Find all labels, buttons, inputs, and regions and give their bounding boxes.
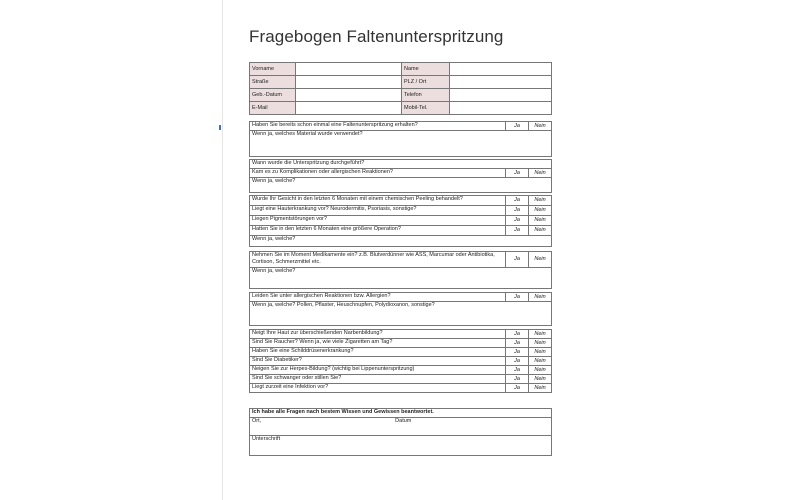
place-date-field[interactable] [250,418,552,436]
no-option[interactable]: Nein [529,293,552,302]
field-label: Vorname [250,63,296,76]
answer-row [250,268,552,289]
question-text: Sind Sie Raucher? Wenn ja, wie viele Zigaretten am Tag? [250,339,506,348]
declaration-text: Ich habe alle Fragen nach bestem Wissen und Gewissen beantwortet. [250,409,552,418]
yes-option[interactable]: Ja [506,196,529,206]
question-text: Sind Sie Diabetiker? [250,357,506,366]
personal-data-table [249,62,552,115]
field-input[interactable] [296,63,402,76]
no-option[interactable]: Nein [529,196,552,206]
question-row [250,206,552,216]
question-text: Liegen Pigmentstörungen vor? [250,216,506,226]
field-label: PLZ / Ort [402,76,450,89]
page-title: Fragebogen Faltenunterspritzung [249,27,504,46]
no-option[interactable]: Nein [529,216,552,226]
answer-row [250,236,552,247]
question-row [250,293,552,302]
date-label: Datum [395,418,412,424]
yes-option[interactable]: Ja [506,293,529,302]
yes-option[interactable]: Ja [506,122,529,131]
question-row [250,357,552,366]
questionnaire-table [249,121,552,456]
answer-field[interactable]: Wenn ja, welche? [250,178,552,193]
yes-option[interactable]: Ja [506,384,529,393]
yes-option[interactable]: Ja [506,348,529,357]
answer-field[interactable]: Wenn ja, welche? Pollen, Pflaster, Heuschnupfen, Polydioxanon, sonstige? [250,302,552,326]
no-option[interactable]: Nein [529,366,552,375]
answer-row [250,178,552,193]
field-input[interactable] [450,63,552,76]
no-option[interactable]: Nein [529,339,552,348]
field-label: Geb.-Datum [250,89,296,102]
field-input[interactable] [296,76,402,89]
field-label: Mobil-Tel. [402,102,450,115]
no-option[interactable]: Nein [529,348,552,357]
question-row [250,216,552,226]
question-text: Leiden Sie unter allergischen Reaktionen bzw. Allergien? [250,293,506,302]
answer-field[interactable]: Wenn ja, welches Material wurde verwendet? [250,131,552,157]
answer-row [250,131,552,157]
spacer-row [250,393,552,409]
question-row [250,348,552,357]
question-text: Kam es zu Komplikationen oder allergischen Reaktionen? [250,169,506,178]
yes-option[interactable]: Ja [506,226,529,236]
question-text: Neigt Ihre Haut zur überschießenden Narbenbildung? [250,330,506,339]
answer-field[interactable]: Unterschrift [250,436,552,456]
field-label: Straße [250,76,296,89]
personal-row [250,76,552,89]
no-option[interactable]: Nein [529,226,552,236]
personal-row [250,102,552,115]
field-input[interactable] [450,89,552,102]
no-option[interactable]: Nein [529,206,552,216]
yes-option[interactable]: Ja [506,375,529,384]
place-date-row [250,418,552,436]
no-option[interactable]: Nein [529,169,552,178]
question-row [250,122,552,131]
field-input[interactable] [296,89,402,102]
field-input[interactable] [450,102,552,115]
yes-option[interactable]: Ja [506,366,529,375]
question-row [250,375,552,384]
question-row [250,196,552,206]
yes-option[interactable]: Ja [506,206,529,216]
no-option[interactable]: Nein [529,375,552,384]
spacer-cell [250,393,552,409]
question-text: Liegt zurzeit eine Infektion vor? [250,384,506,393]
yes-option[interactable]: Ja [506,169,529,178]
question-row [250,384,552,393]
answer-row [250,160,552,169]
question-text: Liegt eine Hauterkrankung vor? Neurodermitis, Psoriasis, sonstige? [250,206,506,216]
page-edge-marker [219,125,221,130]
yes-option[interactable]: Ja [506,252,529,268]
personal-row [250,89,552,102]
yes-option[interactable]: Ja [506,216,529,226]
no-option[interactable]: Nein [529,122,552,131]
field-label: E-Mail [250,102,296,115]
personal-row [250,63,552,76]
question-row [250,252,552,268]
answer-field[interactable]: Wann wurde die Unterspritzung durchgeführt? [250,160,552,169]
place-label: Ort, [252,418,262,424]
field-input[interactable] [296,102,402,115]
yes-option[interactable]: Ja [506,339,529,348]
no-option[interactable]: Nein [529,252,552,268]
question-text: Haben Sie eine Schilddrüsenerkrankung? [250,348,506,357]
question-text: Nehmen Sie im Moment Medikamente ein? z.B. Blutverdünner wie ASS, Marcumar oder Antibiotika, Cortison, Schmerzmittel etc. [250,252,506,268]
answer-row [250,302,552,326]
question-row [250,339,552,348]
declaration-row [250,409,552,418]
field-label: Telefon [402,89,450,102]
question-text: Wurde Ihr Gesicht in den letzten 6 Monaten mit einem chemischen Peeling behandelt? [250,196,506,206]
answer-field[interactable]: Wenn ja, welche? [250,268,552,289]
yes-option[interactable]: Ja [506,330,529,339]
field-label: Name [402,63,450,76]
no-option[interactable]: Nein [529,357,552,366]
no-option[interactable]: Nein [529,330,552,339]
yes-option[interactable]: Ja [506,357,529,366]
question-text: Sind Sie schwanger oder stillen Sie? [250,375,506,384]
question-text: Neigen Sie zur Herpes-Bildung? (wichtig bei Lippenunterspritzung) [250,366,506,375]
field-input[interactable] [450,76,552,89]
question-row [250,169,552,178]
document-page [222,0,579,500]
question-text: Hatten Sie in den letzten 6 Monaten eine größere Operation? [250,226,506,236]
question-row [250,226,552,236]
answer-row [250,436,552,456]
answer-field[interactable]: Wenn ja, welche? [250,236,552,247]
question-text: Haben Sie bereits schon einmal eine Faltenunterspritzung erhalten? [250,122,506,131]
question-row [250,330,552,339]
no-option[interactable]: Nein [529,384,552,393]
question-row [250,366,552,375]
